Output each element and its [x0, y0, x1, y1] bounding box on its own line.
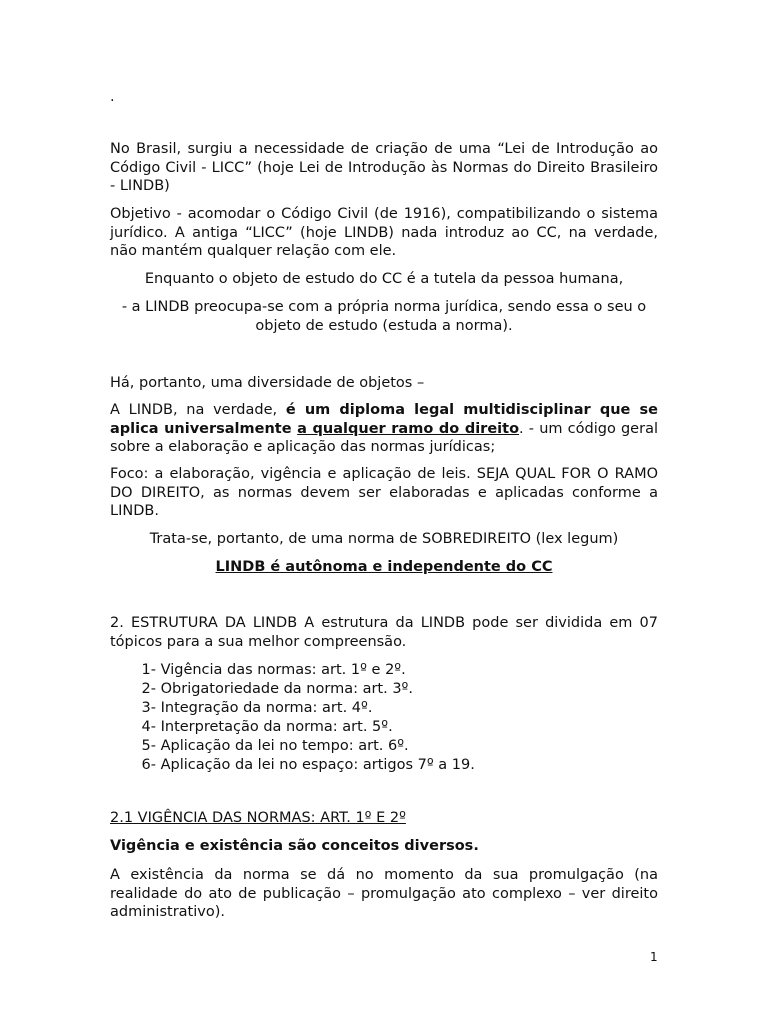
list-item: 5- Aplicação da lei no tempo: art. 6º.: [141, 738, 409, 754]
paragraph-existence: A existência da norma se dá no momento da sua promulgação (na realidade do ato de publicação – promulgação ato complexo – ver direito administrativo).: [110, 867, 658, 920]
text-run: A LINDB, na verdade,: [110, 402, 286, 418]
list-item: 4- Interpretação da norma: art. 5º.: [141, 719, 393, 735]
paragraph-diversity: Há, portanto, uma diversidade de objetos –: [110, 375, 425, 391]
paragraph-focus: Foco: a elaboração, vigência e aplicação de leis. SEJA QUAL FOR O RAMO DO DIREITO, as normas devem ser elaboradas e aplicadas conforme a LINDB.: [110, 466, 658, 519]
list-item: 2- Obrigatoriedade da norma: art. 3º.: [141, 681, 413, 697]
paragraph-concepts: [110, 837, 658, 856]
paragraph-licc-origin: No Brasil, surgiu a necessidade de criação de uma “Lei de Introdução ao Código Civil - LICC” (hoje Lei de Introdução às Normas do Direito Brasileiro - LINDB): [110, 141, 658, 194]
leading-dot: .: [110, 89, 115, 105]
bold-run: é um diploma legal multidisciplinar que se aplica universalmente: [110, 402, 658, 437]
section-heading-2-1-text: 2.1 VIGÊNCIA DAS NORMAS: ART. 1º E 2º: [110, 810, 406, 826]
paragraph-multidisciplinary: [110, 401, 658, 457]
section-heading-2-1: [110, 809, 658, 828]
list-item: 6- Aplicação da lei no espaço: artigos 7º a 19.: [141, 757, 475, 773]
bold-underlined-run: a qualquer ramo do direito: [297, 420, 520, 437]
paragraph-sobredireito: Trata-se, portanto, de uma norma de SOBREDIREITO (lex legum): [149, 531, 619, 547]
paragraph-lindb-object: - a LINDB preocupa-se com a própria norma jurídica, sendo essa o seu o objeto de estudo (estuda a norma).: [121, 299, 647, 334]
document-page: [110, 0, 658, 1024]
list-item: 1- Vigência das normas: art. 1º e 2º.: [141, 662, 406, 678]
page-number: 1: [650, 950, 658, 964]
list-item: 3- Integração da norma: art. 4º.: [141, 700, 373, 716]
topics-list: [110, 661, 658, 775]
paragraph-cc-object: Enquanto o objeto de estudo do CC é a tutela da pessoa humana,: [144, 271, 624, 287]
paragraph-concepts-text: Vigência e existência são conceitos diversos.: [110, 838, 479, 854]
heading-autonomy-text: LINDB é autônoma e independente do CC: [215, 559, 553, 575]
text-run: . - um código geral sobre a elaboração e aplicação das normas jurídicas;: [110, 420, 658, 455]
paragraph-objective: Objetivo - acomodar o Código Civil (de 1916), compatibilizando o sistema jurídico. A antiga “LICC” (hoje LINDB) nada introduz ao CC, na verdade, não mantém qualquer relação com ele.: [110, 206, 658, 259]
heading-autonomy: [110, 558, 658, 577]
paragraph-structure: 2. ESTRUTURA DA LINDB A estrutura da LINDB pode ser dividida em 07 tópicos para a sua melhor compreensão.: [110, 615, 658, 650]
